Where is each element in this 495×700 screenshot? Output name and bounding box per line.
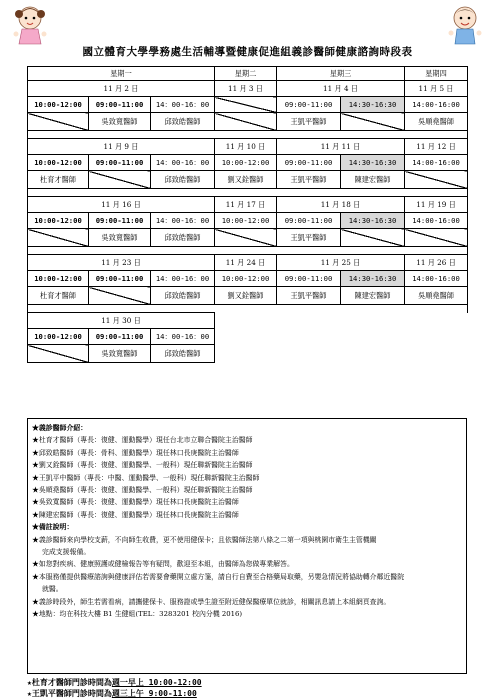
date-row <box>28 81 468 97</box>
doctor-row <box>28 171 468 189</box>
time-slot: 09:00-11:00 <box>89 329 151 345</box>
doctor-cell: 劉又銓醫師 <box>215 171 277 189</box>
doctor-cell: 杜育才醫師 <box>28 171 89 189</box>
doctor-cell: 杜育才醫師 <box>28 287 89 305</box>
time-row <box>28 271 468 287</box>
time-slot: 09:00-11:00 <box>277 155 341 171</box>
intro-heading: ★義診醫師介紹： <box>32 424 88 432</box>
time-row <box>28 97 468 113</box>
time-slot: 14：00-16：00 <box>151 155 215 171</box>
date-cell-mon: 11 月 23 日 <box>28 255 215 271</box>
doctor-cell <box>28 113 89 131</box>
doctor-intro: ★吳致寬醫師（專長：復健、運動醫學）現任林口長庚醫院主治醫師 <box>32 498 239 507</box>
time-slot: 09:00-11:00 <box>89 155 151 171</box>
doctor-intro: ★邱致皓醫師（專長：骨科、運動醫學）現任林口長庚醫院主治醫師 <box>32 448 239 457</box>
doctor-row <box>28 113 468 131</box>
time-slot: 09:00-11:00 <box>277 97 341 113</box>
date-cell-mon: 11 月 16 日 <box>28 197 215 213</box>
doctor-cell: 王凱平醫師 <box>277 113 341 131</box>
footer-line-1-time: 週一早上 10:00-12:00 <box>111 678 202 687</box>
girl-mascot-icon <box>8 2 52 46</box>
date-cell-wed: 11 月 11 日 <box>277 139 405 155</box>
footer-line-2 <box>27 688 467 699</box>
time-slot: 14：00-16：00 <box>151 329 215 345</box>
footer-line-2-prefix: ★王凱平醫師門診時間為 <box>27 689 112 698</box>
time-slot: 10:00-12:00 <box>215 213 277 229</box>
doctor-intro: ★王凱平中醫師（專長：中醫、運動醫學、一般科）現任聯新醫院主治醫師 <box>32 473 260 482</box>
date-cell-thu: 11 月 26 日 <box>405 255 468 271</box>
time-slot: 10:00-12:00 <box>28 271 89 287</box>
time-slot: 14：00-16：00 <box>151 97 215 113</box>
doctor-intro-list <box>32 434 462 521</box>
doctor-cell: 邱致皓醫師 <box>151 287 215 305</box>
doctor-intro: ★吳順堯醫師（專長：復健、運動醫學、一般科）現任聯新醫院主治醫師 <box>32 486 253 495</box>
doctor-row <box>28 229 468 247</box>
doctor-cell: 陳建宏醫師 <box>341 171 405 189</box>
doctor-cell <box>405 229 468 247</box>
week-gap <box>28 247 468 255</box>
time-slot: 09:00-11:00 <box>277 213 341 229</box>
time-row <box>28 329 468 345</box>
remark: ★地點：均在科技大樓 B1 生健組(TEL：3283201 校內分機 2016) <box>32 610 243 619</box>
time-row <box>28 155 468 171</box>
doctor-cell: 吳順堯醫師 <box>405 113 468 131</box>
remark: 完成支援報備。 <box>42 548 91 557</box>
date-cell-tue: 11 月 3 日 <box>215 81 277 97</box>
date-cell-wed: 11 月 4 日 <box>277 81 405 97</box>
time-slot: 14:30-16:30 <box>341 271 405 287</box>
doctor-cell: 邱致皓醫師 <box>151 229 215 247</box>
remark: 就醫。 <box>42 585 63 594</box>
time-slot: 14:00-16:00 <box>405 213 468 229</box>
date-cell-mon: 11 月 9 日 <box>28 139 215 155</box>
remark: ★義診醫師來向學校支薪，不向師生收費，更不使用健保卡；且依醫師法第八條之二第一項與桃園市衛生主管機關 <box>32 535 377 544</box>
date-cell-mon: 11 月 2 日 <box>28 81 215 97</box>
footer-clinic-times <box>27 677 467 699</box>
week-gap <box>28 131 468 139</box>
footer-line-1 <box>27 677 467 688</box>
doctor-cell <box>341 113 405 131</box>
date-cell-tue: 11 月 10 日 <box>215 139 277 155</box>
time-slot: 14：00-16：00 <box>151 213 215 229</box>
remark: ★本服務僅提供醫療諮詢與健康評估若需要會藥開立處方箋，請自行自費至合格藥局取藥，另嬰急情況將協助轉介鄰近醫院 <box>32 572 405 581</box>
date-cell-tue: 11 月 24 日 <box>215 255 277 271</box>
date-cell-wed: 11 月 25 日 <box>277 255 405 271</box>
time-row <box>28 213 468 229</box>
doctor-row <box>28 287 468 305</box>
doctor-cell <box>28 229 89 247</box>
doctor-cell: 邱致皓醫師 <box>151 345 215 363</box>
date-row <box>28 313 468 329</box>
remark: ★如您對疾病、健康照護或健檢報告等有疑問，歡迎至本組，由醫師為您做專業解答。 <box>32 560 294 569</box>
time-slot: 14:30-16:30 <box>341 213 405 229</box>
date-cell-thu: 11 月 5 日 <box>405 81 468 97</box>
date-cell-mon: 11 月 30 日 <box>28 313 215 329</box>
doctor-cell <box>215 229 277 247</box>
time-slot: 14:00-16:00 <box>405 155 468 171</box>
time-slot: 10:00-12:00 <box>28 329 89 345</box>
doctor-intro: ★杜育才醫師（專長：復健、運動醫學）現任台北市立聯合醫院主治醫師 <box>32 436 253 445</box>
time-slot: 14:30-16:30 <box>341 155 405 171</box>
doctor-cell <box>341 229 405 247</box>
doctor-cell <box>405 171 468 189</box>
time-slot: 09:00-11:00 <box>89 97 151 113</box>
weekday-header-thu: 星期四 <box>405 67 468 81</box>
time-slot: 14:00-16:00 <box>405 271 468 287</box>
date-cell-thu: 11 月 12 日 <box>405 139 468 155</box>
weekday-header-tue: 星期二 <box>215 67 277 81</box>
week-gap <box>28 305 468 313</box>
time-slot: 10:00-12:00 <box>28 155 89 171</box>
doctor-cell: 王凱平醫師 <box>277 171 341 189</box>
doctor-cell <box>89 287 151 305</box>
notes-box <box>27 418 467 674</box>
schedule-table <box>27 66 468 363</box>
date-cell-wed: 11 月 18 日 <box>277 197 405 213</box>
doctor-cell: 吳致寬醫師 <box>89 345 151 363</box>
boy-mascot-icon <box>443 2 487 46</box>
time-slot <box>215 97 277 113</box>
time-slot: 14：00-16：00 <box>151 271 215 287</box>
date-row <box>28 139 468 155</box>
weekday-header-wed: 星期三 <box>277 67 405 81</box>
footer-line-1-prefix: ★杜育才醫師門診時間為 <box>27 678 112 687</box>
doctor-cell: 陳建宏醫師 <box>341 287 405 305</box>
remark-heading: ★備註說明： <box>32 523 74 532</box>
doctor-intro: ★劉又銓醫師（專長：復健、運動醫學、一般科）現任聯新醫院主治醫師 <box>32 461 253 470</box>
doctor-cell: 邱致皓醫師 <box>151 113 215 131</box>
time-slot: 10:00-12:00 <box>28 213 89 229</box>
doctor-cell: 吳致寬醫師 <box>89 113 151 131</box>
doctor-cell <box>89 171 151 189</box>
doctor-cell: 王凱平醫師 <box>277 287 341 305</box>
date-cell-thu: 11 月 19 日 <box>405 197 468 213</box>
week-gap <box>28 189 468 197</box>
time-slot: 09:00-11:00 <box>89 213 151 229</box>
time-slot: 14:30-16:30 <box>341 97 405 113</box>
weekday-header-mon: 星期一 <box>28 67 215 81</box>
time-slot: 10:00-12:00 <box>215 271 277 287</box>
doctor-intro: ★陳建宏醫師（專長：復健、運動醫學）現任林口長庚醫院主治醫師 <box>32 510 239 519</box>
doctor-cell: 邱致皓醫師 <box>151 171 215 189</box>
doctor-cell: 王凱平醫師 <box>277 229 341 247</box>
doctor-cell: 吳順堯醫師 <box>405 287 468 305</box>
time-slot: 10:00-12:00 <box>28 97 89 113</box>
doctor-cell: 劉又銓醫師 <box>215 287 277 305</box>
page-title: 國立體育大學學務處生活輔導暨健康促進組義診醫師健康諮詢時段表 <box>82 46 413 58</box>
remark: ★義診時段外，師生若需看病，請攜健保卡、服務證或學生證至附近健保醫療單位就診，相關訊息請上本組網頁查詢。 <box>32 597 391 606</box>
time-slot: 09:00-11:00 <box>89 271 151 287</box>
doctor-cell <box>28 345 89 363</box>
time-slot: 14:00-16:00 <box>405 97 468 113</box>
time-slot: 09:00-11:00 <box>277 271 341 287</box>
date-row <box>28 197 468 213</box>
date-row <box>28 255 468 271</box>
footer-line-2-time: 週三上午 9:00-11:00 <box>111 689 197 698</box>
doctor-row <box>28 345 468 363</box>
doctor-cell: 吳致寬醫師 <box>89 229 151 247</box>
doctor-cell <box>215 113 277 131</box>
date-cell-tue: 11 月 17 日 <box>215 197 277 213</box>
time-slot: 10:00-12:00 <box>215 155 277 171</box>
